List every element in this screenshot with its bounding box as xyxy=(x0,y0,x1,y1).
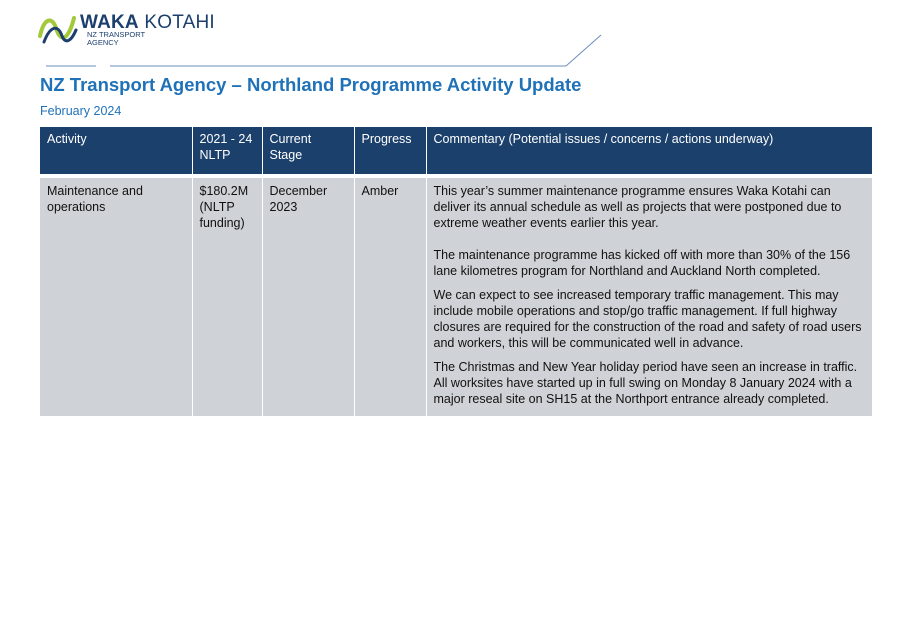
table-row xyxy=(40,176,872,416)
column-header-progress: Progress xyxy=(354,127,426,176)
report-date: February 2024 xyxy=(40,104,122,118)
column-header-current-stage: Current Stage xyxy=(262,127,354,176)
commentary-paragraph: The maintenance programme has kicked off with more than 30% of the 156 lane kilometres program for Northland and Auckland North completed. xyxy=(433,248,851,278)
header-divider-lines xyxy=(0,0,908,70)
logo-brand-light: KOTAHI xyxy=(144,12,215,33)
commentary-paragraph: This year’s summer maintenance programme ensures Waka Kotahi can deliver its annual schedule as well as projects that were postponed due to extreme weather events earlier this year. xyxy=(433,184,842,230)
table-header-row xyxy=(40,127,872,176)
activity-table xyxy=(40,127,872,416)
cell-progress-status: Amber xyxy=(354,176,426,416)
cell-commentary xyxy=(426,176,872,416)
commentary-paragraph: We can expect to see increased temporary traffic management. This may include mobile operations and stop/go traffic management. If full highway closures are required for the construction of the road and safety of road users and workers, this will be communicated well in advance. xyxy=(433,288,862,350)
cell-nltp-funding: $180.2M (NLTP funding) xyxy=(192,176,262,416)
logo-brand-bold: WAKA xyxy=(80,12,139,33)
cell-activity: Maintenance and operations xyxy=(40,176,192,416)
page-title: NZ Transport Agency – Northland Programme Activity Update xyxy=(40,74,582,95)
cell-current-stage: December 2023 xyxy=(262,176,354,416)
column-header-nltp: 2021 - 24 NLTP xyxy=(192,127,262,176)
column-header-activity: Activity xyxy=(40,127,192,176)
logo-subtitle-line2: AGENCY xyxy=(87,38,119,47)
column-header-commentary: Commentary (Potential issues / concerns / actions underway) xyxy=(426,127,872,176)
commentary-paragraph: The Christmas and New Year holiday period have seen an increase in traffic. All worksites have started up in full swing on Monday 8 January 2024 with a major reseal site on SH15 at the Northport entrance already completed. xyxy=(433,360,858,406)
logo-subtitle-line1: NZ TRANSPORT xyxy=(87,30,146,39)
